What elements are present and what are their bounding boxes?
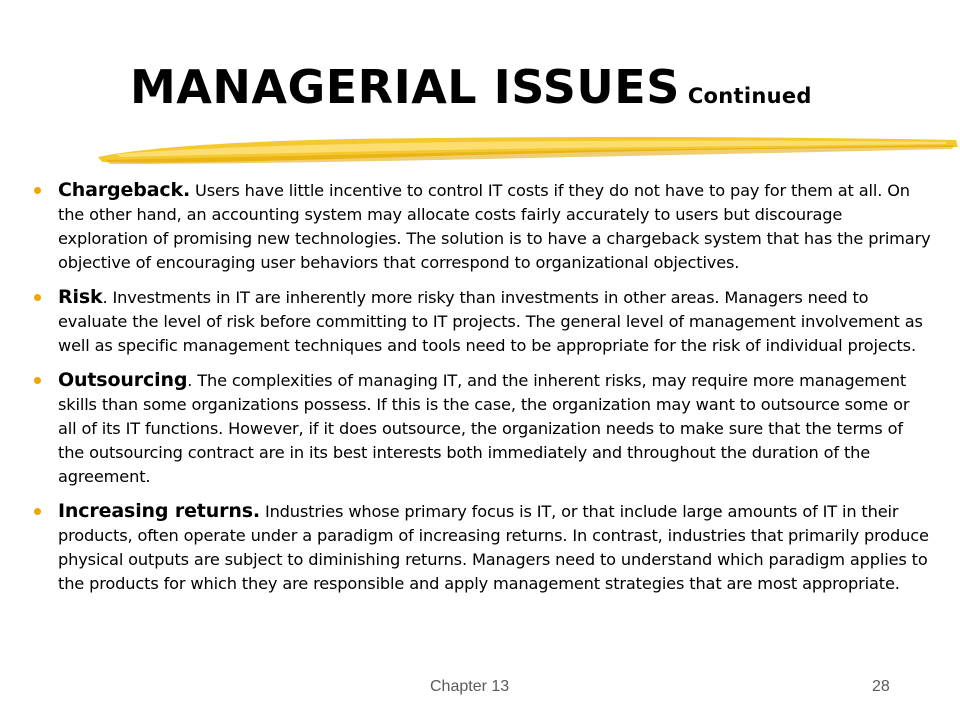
bullet-text: Users have little incentive to control IT costs if they do not have to pay for them at all. On the other hand, an accounting system may allocate costs fairly accurately to users but discourage exploration of promising new technologies. The solution is to have a chargeback system that has the primary objective of encouraging user behaviors that correspond to organizational objectives. (58, 181, 931, 272)
bullet-term: Chargeback (58, 179, 183, 201)
bullet-term: Outsourcing (58, 369, 188, 391)
bullet-increasing-returns (32, 499, 932, 596)
bullet-term: Risk (58, 286, 103, 308)
footer-chapter: Chapter 13 (430, 678, 510, 695)
bullet-risk (32, 285, 932, 358)
bullet-term-separator: . (187, 371, 193, 390)
bullet-dot-icon (34, 508, 41, 515)
bullet-term-separator: . (182, 179, 191, 201)
footer-page-number: 28 (872, 678, 890, 695)
bullet-term-separator: . (252, 500, 260, 522)
bullet-list (32, 178, 932, 606)
bullet-chargeback (32, 178, 932, 275)
bullet-dot-icon (34, 294, 41, 301)
bullet-term-separator: . (102, 288, 108, 307)
bullet-dot-icon (34, 377, 41, 384)
slide-title (130, 60, 812, 114)
title-main: MANAGERIAL ISSUES (130, 60, 680, 114)
bullet-dot-icon (34, 187, 41, 194)
title-subtitle: Continued (687, 84, 812, 108)
bullet-text: Industries whose primary focus is IT, or that include large amounts of IT in their products, often operate under a paradigm of increasing returns. In contrast, industries that primarily produce physical outputs are subject to diminishing returns. Managers need to understand which paradigm applies to the products for which they are responsible and apply management strategies that are most appropriate. (58, 502, 929, 593)
bullet-text: Investments in IT are inherently more risky than investments in other areas. Managers need to evaluate the level of risk before committing to IT projects. The general level of management involvement as well as specific management techniques and tools need to be appropriate for the risk of individual projects. (58, 288, 923, 355)
bullet-outsourcing (32, 368, 932, 489)
brush-stroke-divider (96, 128, 960, 178)
bullet-text: The complexities of managing IT, and the inherent risks, may require more management skills than some organizations possess. If this is the case, the organization may want to outsource some or all of its IT functions. However, if it does outsource, the organization needs to make sure that the terms of the outsourcing contract are in its best interests both immediately and throughout the duration of the agreement. (58, 371, 910, 486)
bullet-term: Increasing returns (58, 500, 253, 522)
